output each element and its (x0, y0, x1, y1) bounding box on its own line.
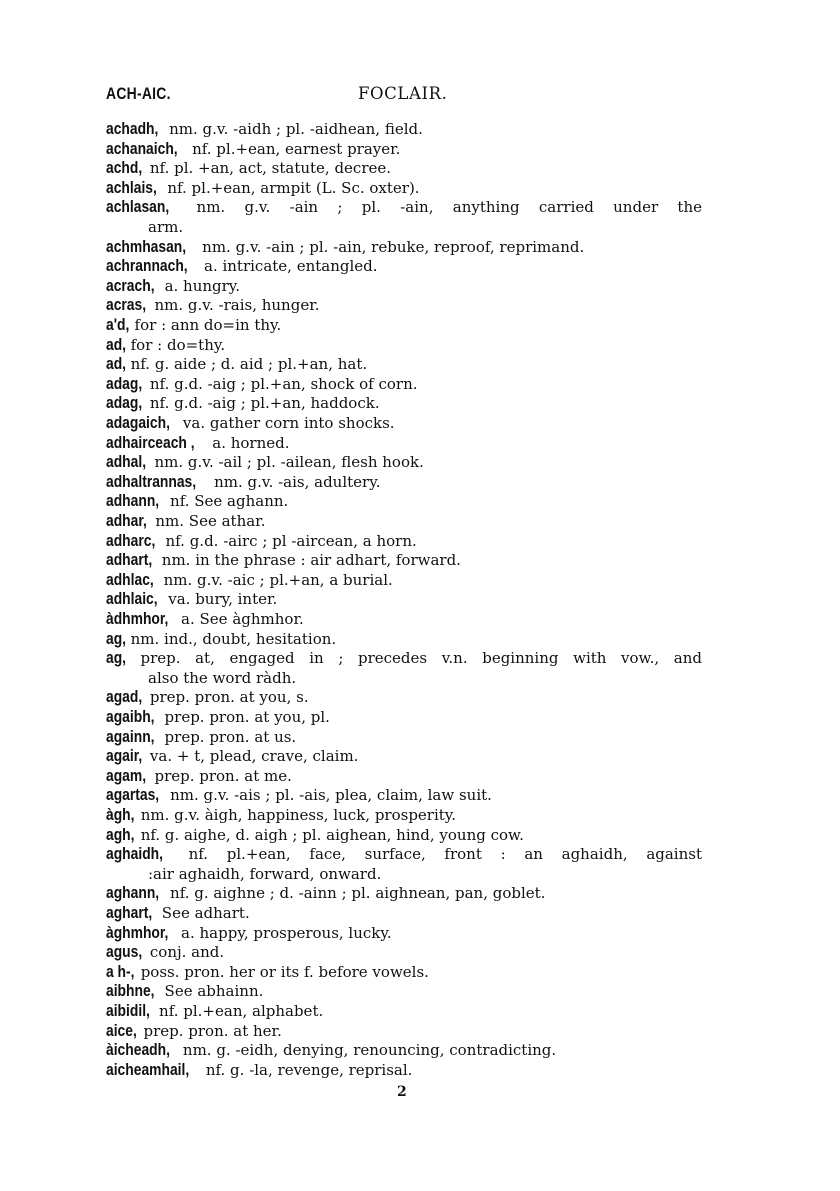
entry-first-line (106, 473, 380, 491)
entry-headword: àghmhor, (106, 923, 169, 942)
dictionary-entry (106, 1061, 702, 1081)
entry-definition: nm. g.v. -ais ; pl. -ais, plea, claim, law suit. (170, 786, 492, 805)
entry-definition: nm. g.v. -rais, hunger. (154, 296, 320, 315)
entry-headword: adhlac, (106, 570, 154, 589)
running-head-range: ACH-AIC. (106, 84, 171, 103)
dictionary-entry (106, 786, 702, 806)
entry-headword: àicheadh, (106, 1041, 170, 1060)
dictionary-entry (106, 649, 702, 688)
entry-first-line (106, 924, 392, 942)
entry-first-line (106, 120, 423, 138)
entry-definition: nm. g.v. -ail ; pl. -ailean, flesh hook. (154, 453, 424, 472)
entry-definition: a. horned. (212, 433, 290, 452)
dictionary-entry (106, 414, 702, 434)
entry-definition: nf. g. aighne ; d. -ainn ; pl. aighnean, pan, goblet. (170, 884, 546, 903)
dictionary-entry (106, 767, 702, 787)
running-head-title: FOCLAIR. (358, 84, 448, 103)
dictionary-entry (106, 512, 702, 532)
dictionary-entry (106, 688, 702, 708)
entry-definition: See abhainn. (164, 982, 264, 1001)
entry-first-line (106, 277, 240, 295)
entry-first-line (106, 140, 400, 158)
entry-first-line (106, 786, 492, 804)
dictionary-entry (106, 571, 702, 591)
entry-definition: a. intricate, entangled. (204, 257, 378, 276)
entry-headword: agartas, (106, 786, 160, 805)
entry-headword: agair, (106, 747, 143, 766)
dictionary-entry (106, 355, 702, 375)
entry-definition: See adhart. (161, 904, 250, 922)
entry-headword: ag, (106, 649, 127, 668)
entry-headword: adhal, (106, 453, 147, 472)
entry-headword: aghaidh, (106, 845, 163, 864)
entry-definition: a. See àghmhor. (181, 610, 304, 628)
entry-headword: adhlaic, (106, 590, 158, 609)
entry-definition: nm. g.v. -aidh ; pl. -aidhean, field. (169, 120, 423, 138)
entry-headword: achanaich, (106, 139, 178, 158)
entry-headword: ag, (106, 629, 127, 648)
entry-first-line (106, 179, 420, 197)
dictionary-entry (106, 708, 702, 728)
entry-first-line (106, 884, 545, 902)
dictionary-entry (106, 904, 702, 924)
entry-definition: va. gather corn into shocks. (182, 414, 395, 432)
entry-headword: adhart, (106, 551, 153, 570)
entry-definition: prep. at, engaged in ; precedes v.n. beginning with vow., and (140, 649, 702, 668)
dictionary-entry (106, 943, 702, 963)
entry-headword: agh, (106, 825, 135, 844)
entry-definition: nm. g.v. -ain ; pl. -ain, rebuke, reproof, reprimand. (202, 237, 585, 256)
dictionary-entry (106, 610, 702, 630)
entry-headword: aice, (106, 1021, 137, 1040)
entry-first-line (106, 296, 320, 314)
entry-first-line (106, 963, 429, 981)
entry-first-line (106, 590, 277, 608)
entry-first-line (106, 316, 281, 334)
dictionary-entry (106, 394, 702, 414)
entry-definition: conj. and. (149, 943, 225, 962)
entry-first-line (106, 649, 702, 669)
entry-continuation: :air aghaidh, forward, onward. (148, 864, 382, 883)
entry-headword: agad, (106, 688, 143, 707)
entry-headword: adagaich, (106, 414, 170, 432)
entry-definition: a. happy, prosperous, lucky. (181, 923, 392, 942)
entry-first-line (106, 1022, 282, 1040)
entry-definition: nf. g.d. -aig ; pl.+an, shock of corn. (149, 374, 418, 393)
dictionary-entry (106, 1041, 702, 1061)
entry-definition: nf. g.d. -aig ; pl.+an, haddock. (149, 394, 380, 413)
dictionary-entry (106, 296, 702, 316)
entry-first-line (106, 551, 461, 569)
dictionary-entry (106, 120, 702, 140)
entry-definition: nf. g.d. -airc ; pl -aircean, a horn. (165, 531, 417, 550)
dictionary-entry (106, 453, 702, 473)
dictionary-entry (106, 375, 702, 395)
entry-first-line (106, 394, 380, 412)
entry-definition: poss. pron. her or its f. before vowels. (140, 962, 429, 981)
entry-definition: prep. pron. at you, s. (149, 688, 309, 707)
entry-definition: nm. See athar. (155, 512, 266, 530)
dictionary-entry (106, 316, 702, 336)
entry-headword: aibidil, (106, 1002, 150, 1020)
dictionary-entry (106, 179, 702, 199)
dictionary-entry (106, 1022, 702, 1042)
entry-first-line (106, 336, 225, 354)
entry-definition: nm. ind., doubt, hesitation. (130, 629, 337, 648)
dictionary-entry (106, 238, 702, 258)
entry-definition: va. bury, inter. (168, 590, 278, 609)
entry-headword: achrannach, (106, 257, 188, 276)
entry-headword: aghann, (106, 884, 160, 903)
dictionary-entry (106, 140, 702, 160)
entry-headword: agaibh, (106, 708, 155, 726)
entry-first-line (106, 747, 358, 765)
entry-definition: for : do=thy. (130, 335, 226, 354)
dictionary-entry (106, 630, 702, 650)
entry-headword: adhairceach , (106, 433, 195, 452)
dictionary-entry (106, 277, 702, 297)
entry-first-line (106, 728, 296, 746)
entry-definition: nm. in the phrase : air adhart, forward. (161, 551, 461, 570)
entry-headword: againn, (106, 727, 155, 746)
entry-headword: àdhmhor, (106, 610, 169, 628)
dictionary-entry (106, 845, 702, 884)
entry-headword: achlasan, (106, 198, 170, 217)
entry-first-line (106, 375, 418, 393)
entry-headword: ad, (106, 355, 127, 374)
entry-definition: nf. pl.+ean, face, surface, front : an aghaidh, against (188, 845, 702, 864)
entry-definition: prep. pron. at me. (154, 766, 292, 785)
entry-definition: prep. pron. at you, pl. (164, 708, 330, 726)
entry-first-line (106, 453, 424, 471)
dictionary-entry (106, 257, 702, 277)
dictionary-entry (106, 982, 702, 1002)
dictionary-entry (106, 826, 702, 846)
entry-first-line (106, 904, 250, 922)
dictionary-entry (106, 532, 702, 552)
entry-headword: adhar, (106, 512, 147, 530)
entry-headword: achmhasan, (106, 237, 187, 256)
entry-headword: aicheamhail, (106, 1060, 190, 1079)
entry-continuation: also the word ràdh. (148, 668, 297, 687)
entry-first-line (106, 159, 391, 177)
entry-headword: adhaltrannas, (106, 472, 197, 491)
entry-headword: achadh, (106, 120, 159, 138)
entry-first-line (106, 571, 393, 589)
entry-headword: aghart, (106, 904, 153, 922)
dictionary-entry (106, 728, 702, 748)
entry-headword: acras, (106, 296, 147, 315)
entry-definition: nf. pl.+ean, armpit (L. Sc. oxter). (167, 178, 420, 197)
dictionary-entry (106, 551, 702, 571)
entry-continuation: arm. (148, 217, 184, 236)
entry-definition: nf. pl.+ean, earnest prayer. (192, 139, 401, 158)
entry-first-line (106, 688, 309, 706)
entry-definition: nf. See aghann. (170, 492, 289, 511)
dictionary-entry (106, 492, 702, 512)
entry-definition: a. hungry. (164, 276, 241, 295)
entry-definition: nm. g.v. -aic ; pl.+an, a burial. (163, 570, 393, 589)
dictionary-entry (106, 336, 702, 356)
entry-first-line (106, 982, 263, 1000)
entry-headword: agam, (106, 766, 147, 785)
page-number: 2 (397, 1084, 407, 1100)
dictionary-entry (106, 1002, 702, 1022)
dictionary-entry (106, 198, 702, 237)
entry-definition: nm. g.v. -ain ; pl. -ain, anything carried under the (196, 198, 702, 217)
entry-headword: a h-, (106, 962, 135, 981)
dictionary-entry (106, 747, 702, 767)
entry-first-line (106, 492, 288, 510)
entry-first-line (106, 434, 290, 452)
entry-headword: aibhne, (106, 982, 155, 1001)
entry-headword: agus, (106, 943, 143, 962)
dictionary-entry (106, 159, 702, 179)
entry-first-line (106, 238, 584, 256)
entry-definition: nf. g. -la, revenge, reprisal. (205, 1060, 413, 1079)
entry-first-line (106, 512, 265, 530)
entry-headword: a'd, (106, 316, 130, 334)
entry-definition: nf. pl.+ean, alphabet. (159, 1002, 324, 1020)
entry-definition: nm. g.v. àigh, happiness, luck, prosperity. (140, 806, 457, 824)
entry-headword: achlais, (106, 178, 157, 197)
entry-first-line (106, 806, 456, 824)
entry-headword: adag, (106, 394, 143, 413)
entry-first-line (106, 532, 417, 550)
entry-headword: adhann, (106, 492, 160, 511)
dictionary-entry (106, 963, 702, 983)
entry-first-line (106, 257, 378, 275)
entry-headword: ad, (106, 335, 127, 354)
entry-headword: àgh, (106, 806, 135, 824)
entry-headword: achd, (106, 159, 143, 178)
dictionary-entry (106, 473, 702, 493)
entry-first-line (106, 355, 367, 373)
entry-first-line (106, 198, 702, 218)
dictionary-entry (106, 806, 702, 826)
entry-first-line (106, 826, 524, 844)
entry-definition: nm. g. -eidh, denying, renouncing, contradicting. (182, 1041, 557, 1060)
entry-first-line (106, 1041, 556, 1059)
dictionary-entry (106, 434, 702, 454)
entry-definition: for : ann do=in thy. (134, 316, 282, 334)
dictionary-entry (106, 924, 702, 944)
dictionary-entry (106, 884, 702, 904)
entry-definition: va. + t, plead, crave, claim. (149, 747, 359, 766)
entry-definition: nf. g. aighe, d. aigh ; pl. aighean, hind, young cow. (140, 825, 524, 844)
entry-first-line (106, 845, 702, 865)
entry-first-line (106, 1061, 412, 1079)
entry-first-line (106, 943, 224, 961)
dictionary-entry (106, 590, 702, 610)
entry-first-line (106, 708, 330, 726)
entry-first-line (106, 1002, 323, 1020)
entry-definition: nf. pl. +an, act, statute, decree. (149, 159, 392, 178)
entry-first-line (106, 767, 292, 785)
entry-first-line (106, 414, 395, 432)
entry-headword: adharc, (106, 531, 156, 550)
entry-definition: nf. g. aide ; d. aid ; pl.+an, hat. (130, 355, 368, 374)
entry-definition: prep. pron. at us. (164, 727, 297, 746)
entry-headword: adag, (106, 374, 143, 393)
entry-definition: prep. pron. at her. (143, 1021, 282, 1040)
entry-definition: nm. g.v. -ais, adultery. (214, 472, 381, 491)
entry-first-line (106, 630, 336, 648)
entry-first-line (106, 610, 304, 628)
entry-headword: acrach, (106, 276, 155, 295)
